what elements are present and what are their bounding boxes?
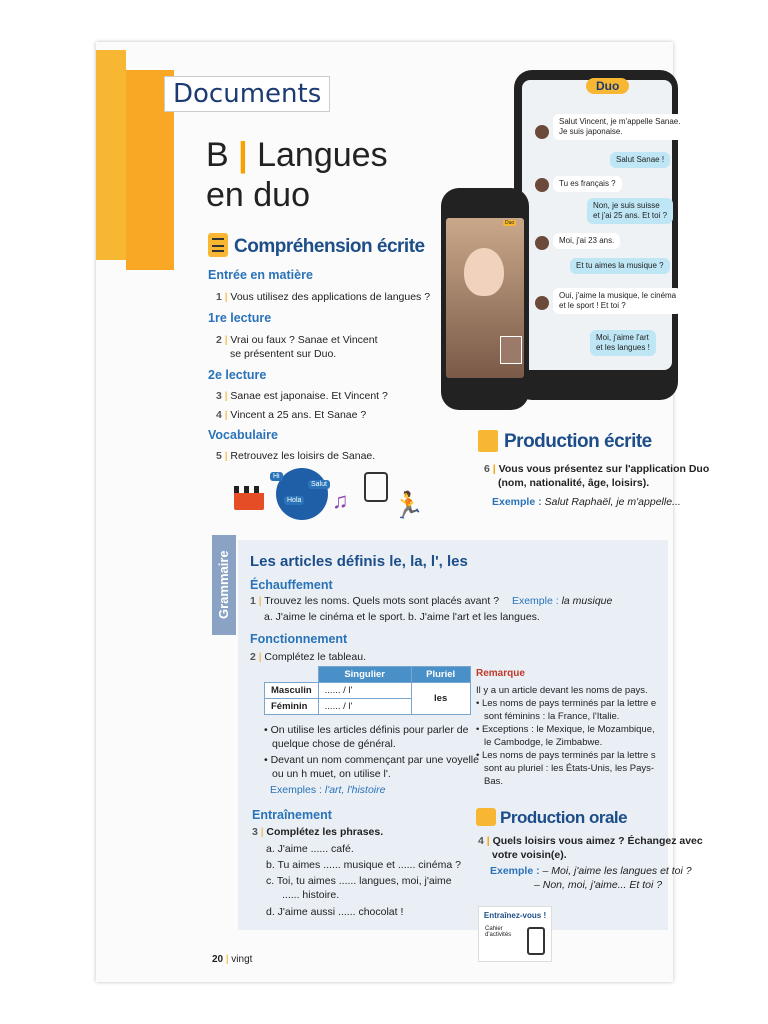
comprehension-title: Compréhension écrite [234, 236, 425, 257]
document-icon [208, 233, 228, 257]
entrainement-heading: Entraînement [252, 808, 332, 822]
question-5: 5 | Retrouvez les loisirs de Sanae. [216, 450, 376, 462]
rule-bullet-2: • Devant un nom commençant par une voyelle ou un h muet, on utilise l'. [264, 754, 479, 780]
grammar-q3-c: c. Toi, tu aimes ...... langues, moi, j'aime ...... histoire. [266, 875, 452, 901]
question-6: 6 | Vous vous présentez sur l'application Duo (nom, nationalité, âge, loisirs). [484, 463, 710, 489]
avatar-sanae [535, 178, 549, 192]
question-1: 1 | Vous utilisez des applications de langues ? [216, 291, 431, 303]
globe-icon: Hi Salut Hola [276, 468, 328, 520]
col-singulier: Singulier [318, 667, 411, 683]
fonctionnement-heading: Fonctionnement [250, 632, 348, 646]
oral-question-4: 4 | Quels loisirs vous aimez ? Échangez avec votre voisin(e). [478, 835, 703, 861]
pencil-paper-icon [478, 430, 498, 452]
question-3: 3 | Sanae est japonaise. Et Vincent ? [216, 390, 388, 402]
chat-message-2: Salut Sanae ! [610, 152, 670, 168]
video-call-screen [446, 218, 524, 378]
vincent-thumbnail [500, 336, 522, 364]
articles-table: Singulier Pluriel Masculin ...... / l' les Féminin ...... / l' [264, 666, 471, 715]
speech-bubble-icon [476, 808, 496, 826]
title-divider: | [238, 136, 248, 174]
avatar-sanae [535, 236, 549, 250]
chat-message-6: Et tu aimes la musique ? [570, 258, 670, 274]
cahier-label: Cahier d'activités [485, 926, 512, 938]
front-phone [441, 188, 529, 410]
chat-message-5: Moi, j'ai 23 ans. [553, 233, 620, 249]
phone-icon [527, 927, 545, 955]
duo-small-logo: Duo [505, 220, 515, 226]
film-clapper-icon [234, 486, 264, 510]
entree-heading: Entrée en matière [208, 268, 313, 282]
remarque-heading: Remarque [476, 668, 525, 679]
col-pluriel: Pluriel [411, 667, 470, 683]
lecture1-heading: 1re lecture [208, 311, 272, 325]
vocab-heading: Vocabulaire [208, 428, 278, 442]
grammar-q3: 3 | Complétez les phrases. [252, 826, 384, 838]
chat-message-7: Oui, j'aime la musique, le cinéma et le sport ! Et toi ? [553, 288, 682, 314]
grammar-q2: 2 | Complétez le tableau. [250, 651, 366, 663]
running-sport-icon: 🏃 [392, 490, 425, 520]
title-line1: Langues [257, 136, 388, 174]
music-notes-icon: ♫ [332, 488, 349, 513]
question-4: 4 | Vincent a 25 ans. Et Sanae ? [216, 409, 367, 421]
avatar-sanae [535, 296, 549, 310]
production-ecrite-title: Production écrite [504, 431, 652, 452]
rule-example: Exemples : l'art, l'histoire [270, 784, 386, 796]
sanae-face [464, 248, 504, 296]
museum-frame-icon [364, 472, 388, 502]
grammar-q1: 1 | Trouvez les noms. Quels mots sont placés avant ? Exemple : la musique [250, 595, 613, 607]
grammar-q1-b: b. J'aime l'art et les langues. [408, 611, 540, 623]
grammar-q3-a: a. J'aime ...... café. [266, 843, 354, 855]
row-masculin: Masculin [265, 683, 319, 699]
row-feminin: Féminin [265, 699, 319, 715]
echauffement-heading: Échauffement [250, 578, 333, 592]
chat-message-8: Moi, j'aime l'art et les langues ! [590, 330, 656, 356]
remarque-text: Il y a un article devant les noms de pays. • Les noms de pays terminés par la lettre e sont féminins : la France, l'Italie. • Exceptions : le Mexique, le Mozambique, le Cambodge, le Zimbabwe. • Les noms de pays terminés par la lettre s sont au pluriel : les États-Unis, les Pays-Bas. [476, 685, 657, 787]
chat-message-1: Salut Vincent, je m'appelle Sanae. Je suis japonaise. [553, 114, 686, 140]
entrainez-box: Entraînez-vous ! Cahier d'activités [478, 906, 552, 962]
documents-label: Documents [164, 76, 330, 112]
page-title [206, 135, 388, 215]
duo-logo: Duo [586, 78, 629, 94]
grammar-q1-a: a. J'aime le cinéma et le sport. [264, 611, 406, 623]
production-orale-title: Production orale [500, 808, 628, 827]
title-line2: en duo [206, 176, 310, 214]
title-prefix: B [206, 136, 229, 174]
grammar-q3-b: b. Tu aimes ...... musique et ...... cinéma ? [266, 859, 461, 871]
yellow-tab [96, 50, 126, 260]
example-6: Exemple : Salut Raphaël, je m'appelle... [492, 496, 681, 508]
chat-message-3: Tu es français ? [553, 176, 622, 192]
avatar-sanae [535, 125, 549, 139]
chat-message-4: Non, je suis suisse et j'ai 25 ans. Et toi ? [587, 198, 673, 224]
grammar-q3-d: d. J'aime aussi ...... chocolat ! [266, 906, 404, 918]
grammar-title: Les articles définis le, la, l', les [250, 553, 468, 570]
grammaire-tab: Grammaire [212, 535, 236, 635]
rule-bullet-1: • On utilise les articles définis pour parler de quelque chose de général. [264, 724, 469, 750]
question-2: 2 | Vrai ou faux ? Sanae et Vincent se présentent sur Duo. [216, 334, 378, 360]
page-number: 20 | vingt [212, 954, 253, 965]
oral-example: Exemple : – Moi, j'aime les langues et toi ? – Non, moi, j'aime... Et toi ? [490, 865, 692, 891]
lecture2-heading: 2e lecture [208, 368, 267, 382]
